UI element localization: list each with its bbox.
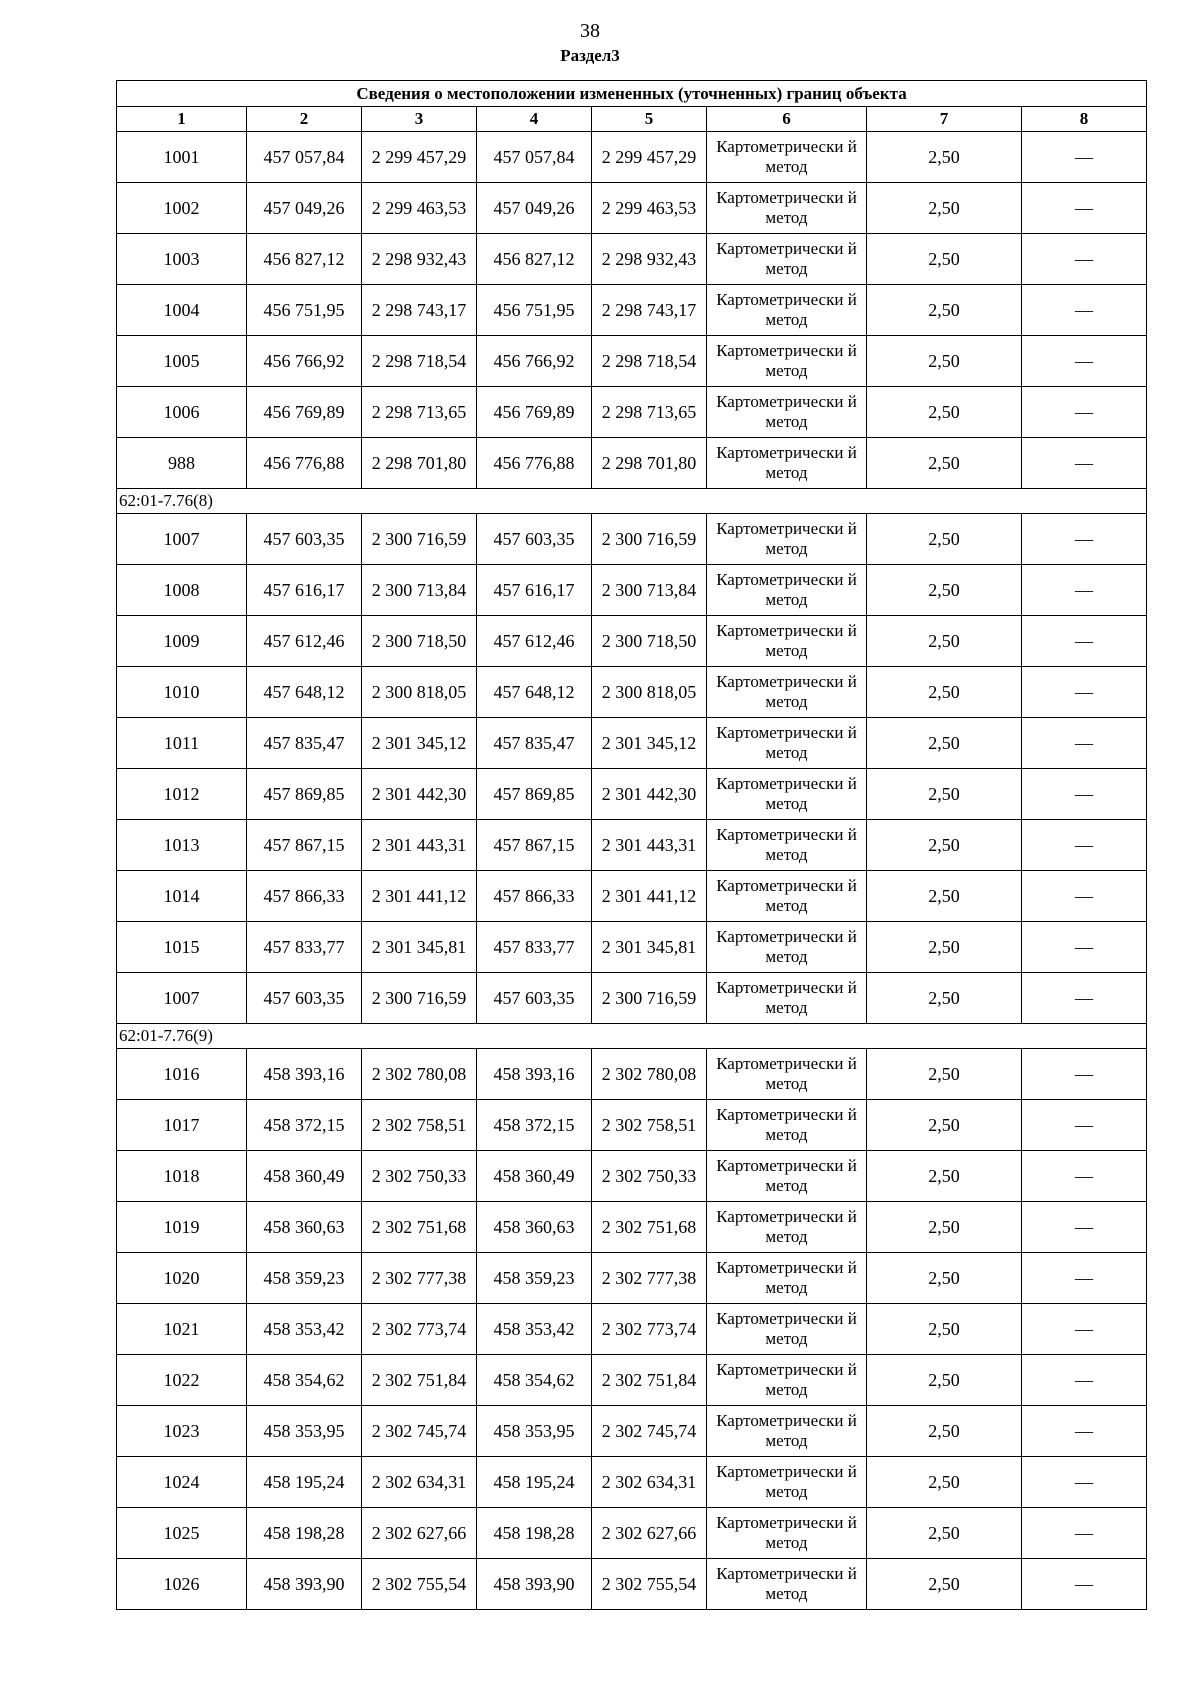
x-existing-cell: 458 354,62 [247, 1355, 362, 1406]
accuracy-cell: 2,50 [867, 438, 1022, 489]
point-number-cell: 1024 [117, 1457, 247, 1508]
y-existing-cell: 2 302 745,74 [362, 1406, 477, 1457]
method-cell: Картометрически й метод [707, 132, 867, 183]
column-number: 4 [477, 107, 592, 132]
description-cell: — [1022, 1151, 1147, 1202]
description-cell: — [1022, 1457, 1147, 1508]
point-number-cell: 1008 [117, 565, 247, 616]
x-new-cell: 458 354,62 [477, 1355, 592, 1406]
table-row [117, 1049, 1147, 1100]
table-row [117, 1457, 1147, 1508]
table-row [117, 1253, 1147, 1304]
point-number-cell: 1021 [117, 1304, 247, 1355]
x-new-cell: 458 359,23 [477, 1253, 592, 1304]
y-new-cell: 2 299 457,29 [592, 132, 707, 183]
accuracy-cell: 2,50 [867, 1100, 1022, 1151]
accuracy-cell: 2,50 [867, 183, 1022, 234]
x-new-cell: 457 603,35 [477, 973, 592, 1024]
y-existing-cell: 2 300 718,50 [362, 616, 477, 667]
description-cell: — [1022, 1559, 1147, 1610]
table-row [117, 514, 1147, 565]
method-cell: Картометрически й метод [707, 1202, 867, 1253]
point-number-cell: 1015 [117, 922, 247, 973]
column-number: 2 [247, 107, 362, 132]
point-number-cell: 1023 [117, 1406, 247, 1457]
table-row [117, 285, 1147, 336]
x-new-cell: 458 360,63 [477, 1202, 592, 1253]
description-cell: — [1022, 1253, 1147, 1304]
description-cell: — [1022, 1202, 1147, 1253]
x-new-cell: 457 869,85 [477, 769, 592, 820]
y-new-cell: 2 302 751,68 [592, 1202, 707, 1253]
accuracy-cell: 2,50 [867, 387, 1022, 438]
x-new-cell: 456 766,92 [477, 336, 592, 387]
method-cell: Картометрически й метод [707, 1355, 867, 1406]
y-existing-cell: 2 302 773,74 [362, 1304, 477, 1355]
point-number-cell: 1011 [117, 718, 247, 769]
y-existing-cell: 2 298 932,43 [362, 234, 477, 285]
x-new-cell: 456 776,88 [477, 438, 592, 489]
table-row [117, 1406, 1147, 1457]
accuracy-cell: 2,50 [867, 285, 1022, 336]
y-existing-cell: 2 301 441,12 [362, 871, 477, 922]
y-existing-cell: 2 300 716,59 [362, 973, 477, 1024]
y-new-cell: 2 301 441,12 [592, 871, 707, 922]
description-cell: — [1022, 973, 1147, 1024]
table-row [117, 769, 1147, 820]
accuracy-cell: 2,50 [867, 1304, 1022, 1355]
x-existing-cell: 458 353,42 [247, 1304, 362, 1355]
column-number: 1 [117, 107, 247, 132]
accuracy-cell: 2,50 [867, 1151, 1022, 1202]
x-new-cell: 458 195,24 [477, 1457, 592, 1508]
y-new-cell: 2 300 818,05 [592, 667, 707, 718]
point-number-cell: 1022 [117, 1355, 247, 1406]
accuracy-cell: 2,50 [867, 1049, 1022, 1100]
accuracy-cell: 2,50 [867, 616, 1022, 667]
y-new-cell: 2 300 716,59 [592, 514, 707, 565]
y-existing-cell: 2 302 758,51 [362, 1100, 477, 1151]
table-row [117, 1100, 1147, 1151]
method-cell: Картометрически й метод [707, 1304, 867, 1355]
x-existing-cell: 457 603,35 [247, 514, 362, 565]
y-new-cell: 2 302 758,51 [592, 1100, 707, 1151]
x-new-cell: 457 835,47 [477, 718, 592, 769]
column-numbers-row [117, 107, 1147, 132]
method-cell: Картометрически й метод [707, 565, 867, 616]
table-row [117, 922, 1147, 973]
accuracy-cell: 2,50 [867, 718, 1022, 769]
accuracy-cell: 2,50 [867, 1355, 1022, 1406]
group-label: 62:01-7.76(9) [117, 1024, 1147, 1049]
point-number-cell: 1004 [117, 285, 247, 336]
x-existing-cell: 456 766,92 [247, 336, 362, 387]
y-new-cell: 2 300 718,50 [592, 616, 707, 667]
x-new-cell: 457 057,84 [477, 132, 592, 183]
x-existing-cell: 456 751,95 [247, 285, 362, 336]
x-existing-cell: 458 198,28 [247, 1508, 362, 1559]
table-row [117, 1151, 1147, 1202]
y-existing-cell: 2 302 627,66 [362, 1508, 477, 1559]
point-number-cell: 1002 [117, 183, 247, 234]
method-cell: Картометрически й метод [707, 973, 867, 1024]
column-number: 7 [867, 107, 1022, 132]
x-new-cell: 457 867,15 [477, 820, 592, 871]
table-row [117, 387, 1147, 438]
y-existing-cell: 2 302 780,08 [362, 1049, 477, 1100]
y-existing-cell: 2 301 345,81 [362, 922, 477, 973]
x-existing-cell: 457 867,15 [247, 820, 362, 871]
x-new-cell: 457 603,35 [477, 514, 592, 565]
method-cell: Картометрически й метод [707, 616, 867, 667]
x-new-cell: 456 827,12 [477, 234, 592, 285]
point-number-cell: 1016 [117, 1049, 247, 1100]
x-existing-cell: 458 393,16 [247, 1049, 362, 1100]
y-new-cell: 2 301 443,31 [592, 820, 707, 871]
x-new-cell: 458 353,42 [477, 1304, 592, 1355]
y-existing-cell: 2 300 818,05 [362, 667, 477, 718]
y-new-cell: 2 301 442,30 [592, 769, 707, 820]
y-new-cell: 2 298 932,43 [592, 234, 707, 285]
y-existing-cell: 2 298 743,17 [362, 285, 477, 336]
description-cell: — [1022, 769, 1147, 820]
table-row [117, 183, 1147, 234]
y-existing-cell: 2 301 443,31 [362, 820, 477, 871]
x-existing-cell: 458 195,24 [247, 1457, 362, 1508]
x-existing-cell: 457 835,47 [247, 718, 362, 769]
y-new-cell: 2 302 627,66 [592, 1508, 707, 1559]
y-existing-cell: 2 299 463,53 [362, 183, 477, 234]
method-cell: Картометрически й метод [707, 1151, 867, 1202]
method-cell: Картометрически й метод [707, 234, 867, 285]
point-number-cell: 1001 [117, 132, 247, 183]
column-number: 8 [1022, 107, 1147, 132]
point-number-cell: 1010 [117, 667, 247, 718]
y-existing-cell: 2 302 777,38 [362, 1253, 477, 1304]
x-existing-cell: 457 057,84 [247, 132, 362, 183]
accuracy-cell: 2,50 [867, 1457, 1022, 1508]
y-new-cell: 2 301 345,81 [592, 922, 707, 973]
x-existing-cell: 457 616,17 [247, 565, 362, 616]
y-new-cell: 2 298 713,65 [592, 387, 707, 438]
method-cell: Картометрически й метод [707, 1049, 867, 1100]
description-cell: — [1022, 1355, 1147, 1406]
point-number-cell: 1007 [117, 514, 247, 565]
x-existing-cell: 457 648,12 [247, 667, 362, 718]
description-cell: — [1022, 1304, 1147, 1355]
x-new-cell: 458 393,16 [477, 1049, 592, 1100]
y-new-cell: 2 302 773,74 [592, 1304, 707, 1355]
point-number-cell: 1026 [117, 1559, 247, 1610]
table-row [117, 871, 1147, 922]
x-existing-cell: 457 612,46 [247, 616, 362, 667]
y-new-cell: 2 302 755,54 [592, 1559, 707, 1610]
y-new-cell: 2 302 780,08 [592, 1049, 707, 1100]
description-cell: — [1022, 387, 1147, 438]
accuracy-cell: 2,50 [867, 1253, 1022, 1304]
accuracy-cell: 2,50 [867, 820, 1022, 871]
method-cell: Картометрически й метод [707, 871, 867, 922]
x-existing-cell: 458 360,63 [247, 1202, 362, 1253]
x-existing-cell: 457 603,35 [247, 973, 362, 1024]
x-existing-cell: 457 866,33 [247, 871, 362, 922]
x-existing-cell: 457 049,26 [247, 183, 362, 234]
x-existing-cell: 457 833,77 [247, 922, 362, 973]
accuracy-cell: 2,50 [867, 132, 1022, 183]
description-cell: — [1022, 514, 1147, 565]
y-existing-cell: 2 300 716,59 [362, 514, 477, 565]
column-number: 6 [707, 107, 867, 132]
description-cell: — [1022, 1100, 1147, 1151]
table-row [117, 1508, 1147, 1559]
method-cell: Картометрически й метод [707, 387, 867, 438]
point-number-cell: 1003 [117, 234, 247, 285]
description-cell: — [1022, 616, 1147, 667]
y-existing-cell: 2 302 634,31 [362, 1457, 477, 1508]
method-cell: Картометрически й метод [707, 183, 867, 234]
point-number-cell: 1014 [117, 871, 247, 922]
table-row [117, 1559, 1147, 1610]
table-row [117, 234, 1147, 285]
method-cell: Картометрически й метод [707, 285, 867, 336]
y-new-cell: 2 301 345,12 [592, 718, 707, 769]
description-cell: — [1022, 234, 1147, 285]
point-number-cell: 1020 [117, 1253, 247, 1304]
x-new-cell: 458 353,95 [477, 1406, 592, 1457]
x-new-cell: 458 393,90 [477, 1559, 592, 1610]
group-row [117, 1024, 1147, 1049]
y-new-cell: 2 302 777,38 [592, 1253, 707, 1304]
method-cell: Картометрически й метод [707, 769, 867, 820]
accuracy-cell: 2,50 [867, 514, 1022, 565]
column-number: 5 [592, 107, 707, 132]
description-cell: — [1022, 1508, 1147, 1559]
description-cell: — [1022, 336, 1147, 387]
coordinates-table [116, 80, 1147, 1610]
y-existing-cell: 2 302 755,54 [362, 1559, 477, 1610]
x-existing-cell: 458 353,95 [247, 1406, 362, 1457]
point-number-cell: 1005 [117, 336, 247, 387]
x-new-cell: 457 648,12 [477, 667, 592, 718]
y-new-cell: 2 298 743,17 [592, 285, 707, 336]
y-existing-cell: 2 301 345,12 [362, 718, 477, 769]
point-number-cell: 1017 [117, 1100, 247, 1151]
group-row [117, 489, 1147, 514]
accuracy-cell: 2,50 [867, 336, 1022, 387]
accuracy-cell: 2,50 [867, 769, 1022, 820]
accuracy-cell: 2,50 [867, 973, 1022, 1024]
y-new-cell: 2 300 713,84 [592, 565, 707, 616]
description-cell: — [1022, 820, 1147, 871]
accuracy-cell: 2,50 [867, 871, 1022, 922]
group-label: 62:01-7.76(8) [117, 489, 1147, 514]
description-cell: — [1022, 565, 1147, 616]
accuracy-cell: 2,50 [867, 1406, 1022, 1457]
x-existing-cell: 456 776,88 [247, 438, 362, 489]
y-existing-cell: 2 301 442,30 [362, 769, 477, 820]
y-new-cell: 2 302 750,33 [592, 1151, 707, 1202]
x-existing-cell: 458 359,23 [247, 1253, 362, 1304]
x-new-cell: 457 833,77 [477, 922, 592, 973]
point-number-cell: 1007 [117, 973, 247, 1024]
y-new-cell: 2 302 634,31 [592, 1457, 707, 1508]
y-new-cell: 2 300 716,59 [592, 973, 707, 1024]
table-row [117, 718, 1147, 769]
y-existing-cell: 2 302 751,84 [362, 1355, 477, 1406]
method-cell: Картометрически й метод [707, 438, 867, 489]
description-cell: — [1022, 132, 1147, 183]
method-cell: Картометрически й метод [707, 514, 867, 565]
y-existing-cell: 2 298 713,65 [362, 387, 477, 438]
y-existing-cell: 2 302 750,33 [362, 1151, 477, 1202]
x-new-cell: 458 372,15 [477, 1100, 592, 1151]
y-new-cell: 2 298 701,80 [592, 438, 707, 489]
table-row [117, 336, 1147, 387]
method-cell: Картометрически й метод [707, 667, 867, 718]
point-number-cell: 1012 [117, 769, 247, 820]
page-number: 38 [580, 20, 600, 42]
x-existing-cell: 458 393,90 [247, 1559, 362, 1610]
description-cell: — [1022, 922, 1147, 973]
x-new-cell: 458 360,49 [477, 1151, 592, 1202]
x-existing-cell: 458 372,15 [247, 1100, 362, 1151]
accuracy-cell: 2,50 [867, 234, 1022, 285]
y-new-cell: 2 299 463,53 [592, 183, 707, 234]
description-cell: — [1022, 1406, 1147, 1457]
table-row [117, 565, 1147, 616]
table-caption: Сведения о местоположении измененных (уточненных) границ объекта [117, 81, 1147, 107]
x-existing-cell: 457 869,85 [247, 769, 362, 820]
accuracy-cell: 2,50 [867, 667, 1022, 718]
x-existing-cell: 456 827,12 [247, 234, 362, 285]
point-number-cell: 1019 [117, 1202, 247, 1253]
description-cell: — [1022, 718, 1147, 769]
column-number: 3 [362, 107, 477, 132]
table-row [117, 616, 1147, 667]
x-new-cell: 457 612,46 [477, 616, 592, 667]
y-existing-cell: 2 298 718,54 [362, 336, 477, 387]
table-row [117, 1355, 1147, 1406]
point-number-cell: 1025 [117, 1508, 247, 1559]
y-new-cell: 2 298 718,54 [592, 336, 707, 387]
method-cell: Картометрически й метод [707, 1508, 867, 1559]
point-number-cell: 1018 [117, 1151, 247, 1202]
table-row [117, 820, 1147, 871]
point-number-cell: 1009 [117, 616, 247, 667]
table-row [117, 438, 1147, 489]
description-cell: — [1022, 183, 1147, 234]
x-new-cell: 457 616,17 [477, 565, 592, 616]
point-number-cell: 1013 [117, 820, 247, 871]
description-cell: — [1022, 285, 1147, 336]
point-number-cell: 1006 [117, 387, 247, 438]
table-body [117, 132, 1147, 1610]
table-row [117, 667, 1147, 718]
method-cell: Картометрически й метод [707, 1253, 867, 1304]
x-new-cell: 456 769,89 [477, 387, 592, 438]
table-row [117, 1202, 1147, 1253]
accuracy-cell: 2,50 [867, 1508, 1022, 1559]
method-cell: Картометрически й метод [707, 1100, 867, 1151]
description-cell: — [1022, 1049, 1147, 1100]
point-number-cell: 988 [117, 438, 247, 489]
accuracy-cell: 2,50 [867, 565, 1022, 616]
method-cell: Картометрически й метод [707, 718, 867, 769]
method-cell: Картометрически й метод [707, 336, 867, 387]
y-existing-cell: 2 299 457,29 [362, 132, 477, 183]
accuracy-cell: 2,50 [867, 922, 1022, 973]
description-cell: — [1022, 871, 1147, 922]
table-row [117, 132, 1147, 183]
method-cell: Картометрически й метод [707, 1457, 867, 1508]
accuracy-cell: 2,50 [867, 1559, 1022, 1610]
section-title: Раздел3 [560, 46, 620, 65]
y-new-cell: 2 302 745,74 [592, 1406, 707, 1457]
y-existing-cell: 2 300 713,84 [362, 565, 477, 616]
method-cell: Картометрически й метод [707, 1406, 867, 1457]
x-new-cell: 457 866,33 [477, 871, 592, 922]
method-cell: Картометрически й метод [707, 1559, 867, 1610]
x-existing-cell: 458 360,49 [247, 1151, 362, 1202]
method-cell: Картометрически й метод [707, 820, 867, 871]
table-row [117, 973, 1147, 1024]
accuracy-cell: 2,50 [867, 1202, 1022, 1253]
x-new-cell: 458 198,28 [477, 1508, 592, 1559]
description-cell: — [1022, 438, 1147, 489]
x-new-cell: 456 751,95 [477, 285, 592, 336]
y-existing-cell: 2 302 751,68 [362, 1202, 477, 1253]
method-cell: Картометрически й метод [707, 922, 867, 973]
y-new-cell: 2 302 751,84 [592, 1355, 707, 1406]
table-row [117, 1304, 1147, 1355]
y-existing-cell: 2 298 701,80 [362, 438, 477, 489]
x-existing-cell: 456 769,89 [247, 387, 362, 438]
x-new-cell: 457 049,26 [477, 183, 592, 234]
description-cell: — [1022, 667, 1147, 718]
